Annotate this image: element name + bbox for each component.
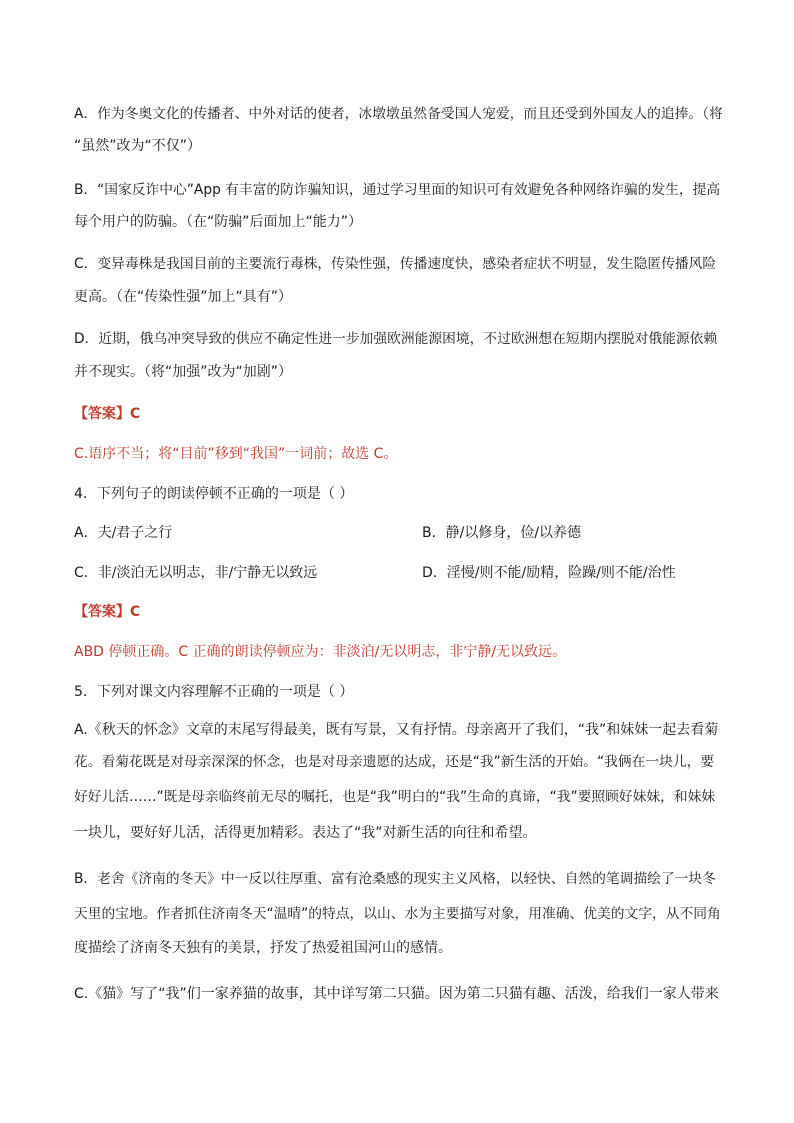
q5-option-a-line2: 花。看菊花既是对母亲深深的怀念，也是对母亲遗愿的达成，还是“我”新生活的开始。“我俩在一块儿，要 bbox=[74, 754, 715, 770]
q4-answer: 【答案】C bbox=[74, 604, 141, 620]
q5-option-a-line4: 一块儿，要好好儿活，活得更加精彩。表达了“我”对新生活的向往和希望。 bbox=[74, 825, 537, 841]
q4-stem: 4．下列句子的朗读停顿不正确的一项是（ ） bbox=[74, 486, 354, 502]
q5-stem: 5．下列对课文内容理解不正确的一项是（ ） bbox=[74, 684, 354, 700]
q3-option-d-line2: 并不现实。（将“加强”改为“加剧”） bbox=[74, 364, 293, 380]
q3-option-b-line2: 每个用户的防骗。（在“防骗”后面加上“能力”） bbox=[74, 214, 363, 230]
q4-option-d: D．淫慢/则不能/励精，险躁/则不能/治性 bbox=[422, 565, 676, 581]
q5-option-a-line3: 好好儿活……”既是母亲临终前无尽的嘱托，也是“我”明白的“我”生命的真谛，“我”要照顾好妹妹，和妹妹 bbox=[74, 789, 716, 805]
q4-options-row1 bbox=[74, 523, 724, 543]
q5-option-a-line1: A.《秋天的怀念》文章的末尾写得最美，既有写景，又有抒情。母亲离开了我们，“我”和妹妹一起去看菊 bbox=[74, 722, 719, 738]
q3-option-b-line1: B．“国家反诈中心”App 有丰富的防诈骗知识，通过学习里面的知识可有效避免各种网络诈骗的发生，提高 bbox=[74, 182, 721, 198]
q3-option-d-line1: D．近期，俄乌冲突导致的供应不确定性进一步加强欧洲能源困境，不过欧洲想在短期内摆脱对俄能源依赖 bbox=[74, 331, 718, 347]
q4-options-row2 bbox=[74, 563, 724, 583]
q3-option-c-line1: C．变异毒株是我国目前的主要流行毒株，传染性强，传播速度快，感染者症状不明显，发生隐匿传播风险 bbox=[74, 256, 717, 272]
q3-option-c-line2: 更高。（在“传染性强”加上“具有”） bbox=[74, 289, 293, 305]
q4-option-c: C．非/淡泊无以明志，非/宁静无以致远 bbox=[74, 565, 318, 581]
q3-explanation: C.语序不当；将“目前”移到“我国”一词前；故选 C。 bbox=[74, 446, 398, 462]
q5-option-b-line3: 度描绘了济南冬天独有的美景，抒发了热爱祖国河山的感情。 bbox=[74, 940, 452, 956]
q5-option-b-line1: B．老舍《济南的冬天》中一反以往厚重、富有沧桑感的现实主义风格，以轻快、自然的笔调描绘了一块冬 bbox=[74, 871, 716, 887]
q3-answer: 【答案】C bbox=[74, 406, 141, 422]
q5-option-c-line1: C.《猫》写了“我”们一家养猫的故事，其中详写第二只猫。因为第二只猫有趣、活泼，给我们一家人带来 bbox=[74, 986, 719, 1002]
q4-option-b: B．静/以修身，俭/以养德 bbox=[422, 525, 582, 541]
q3-option-a-line2: “虽然”改为“不仅”） bbox=[74, 138, 202, 154]
q5-option-b-line2: 天里的宝地。作者抓住济南冬天“温晴”的特点，以山、水为主要描写对象，用准确、优美的文字，从不同角 bbox=[74, 906, 721, 922]
q3-option-a-line1: A．作为冬奥文化的传播者、中外对话的使者，冰墩墩虽然备受国人宠爱，而且还受到外国友人的追捧。（将 bbox=[74, 106, 723, 122]
q4-explanation: ABD 停顿正确。C 正确的朗读停顿应为：非淡泊/无以明志，非宁静/无以致远。 bbox=[74, 644, 567, 660]
q4-option-a: A．夫/君子之行 bbox=[74, 525, 173, 541]
